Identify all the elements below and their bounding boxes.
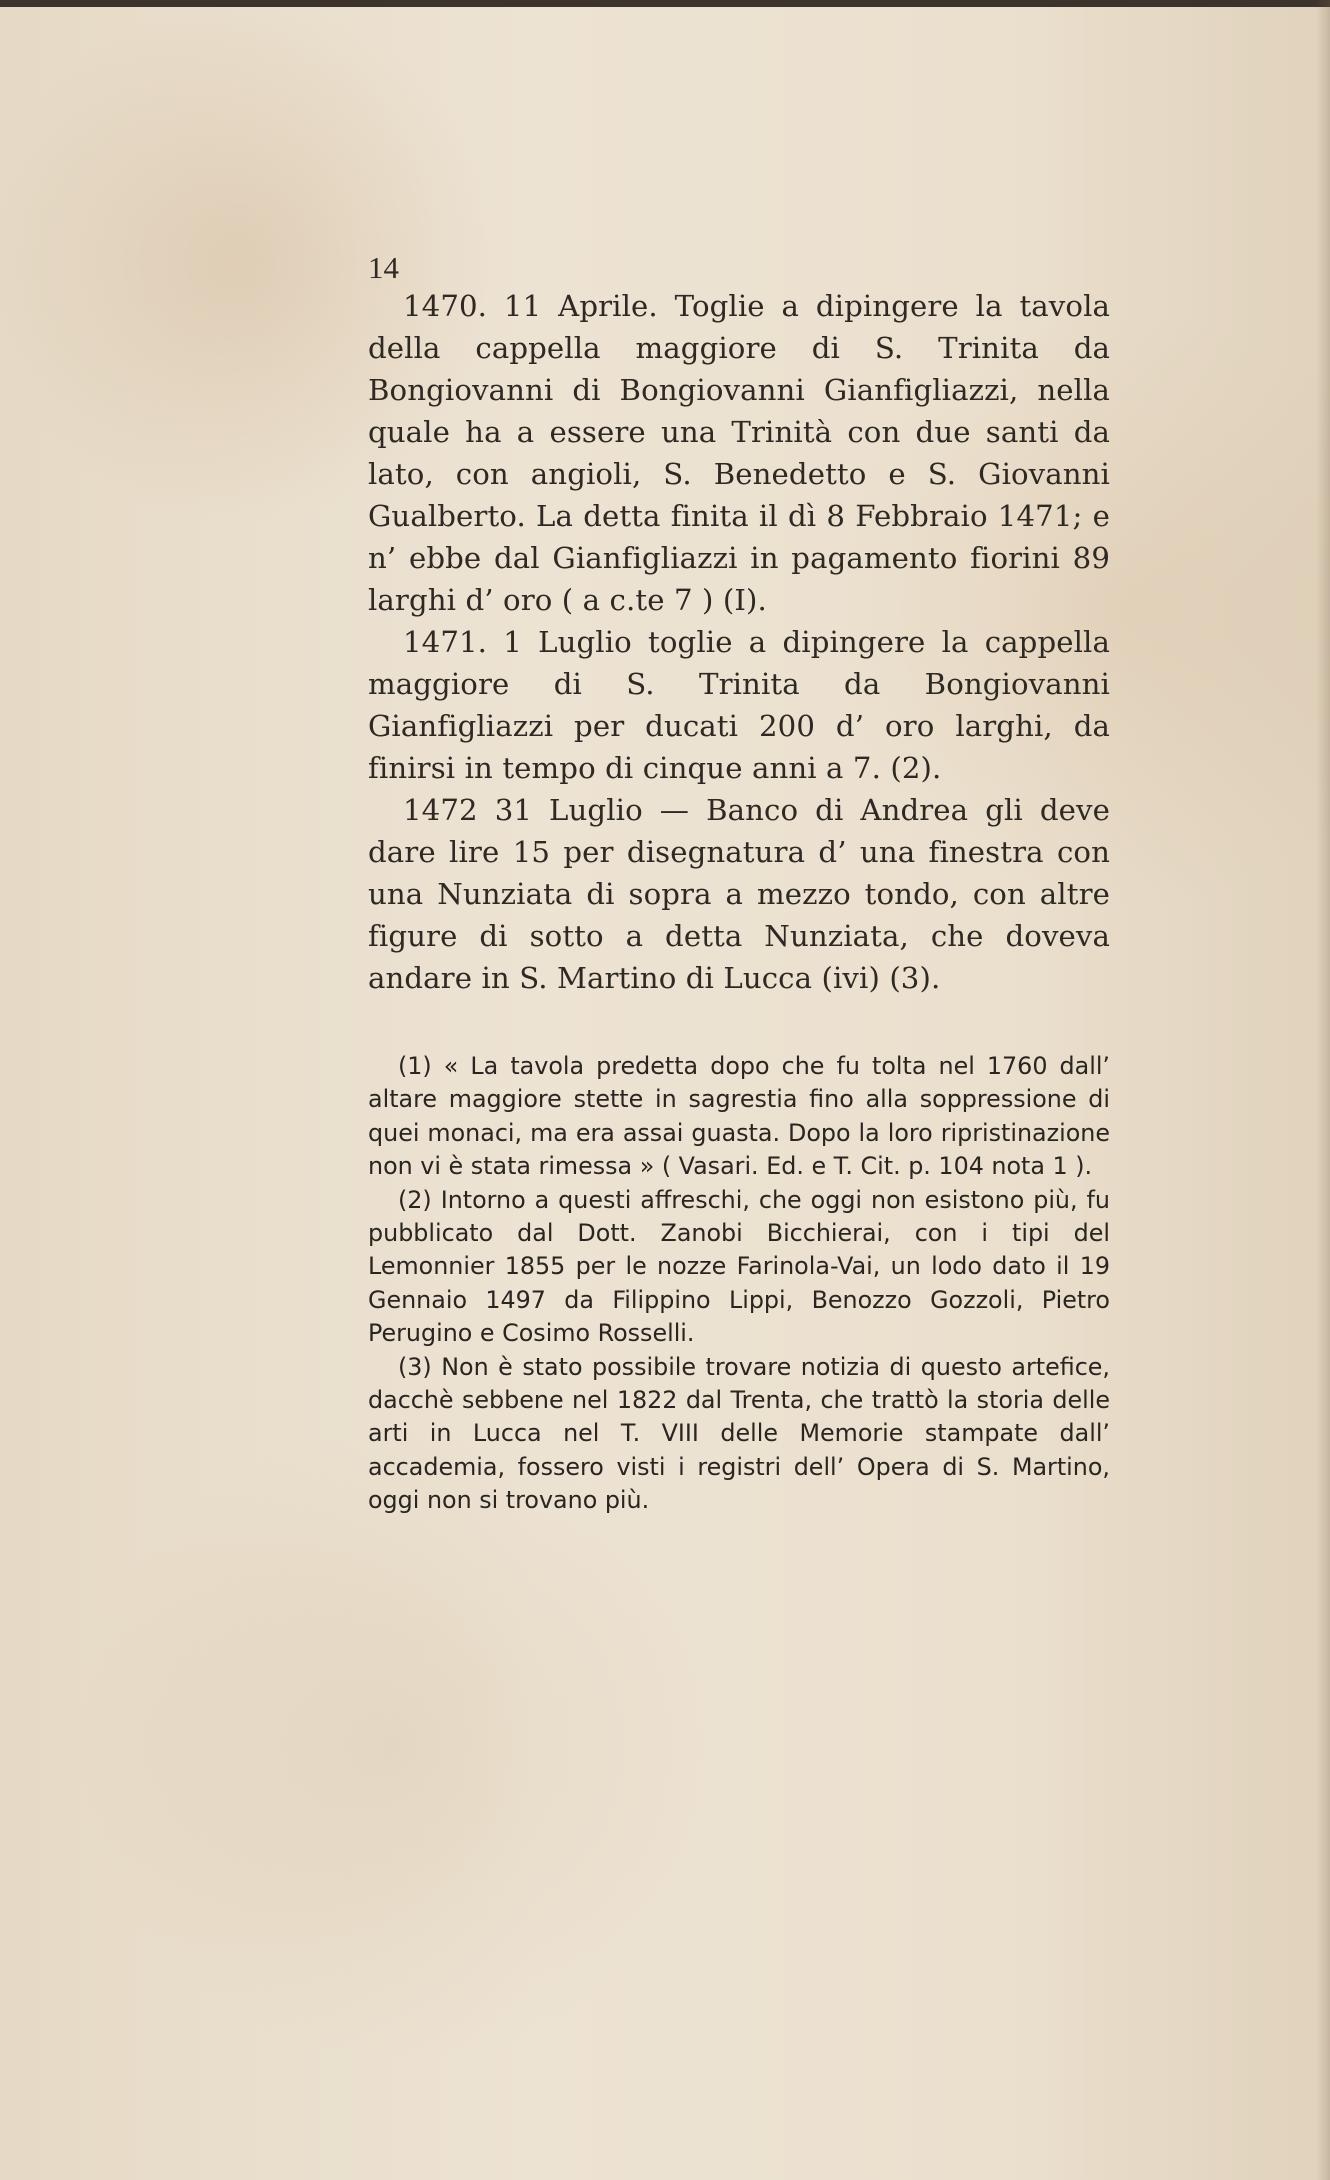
top-border: [0, 0, 1330, 7]
footnote-1-text: « La tavola predetta dopo che fu tolta nel 1760 dall’ altare maggiore stette in sagrestia fino alla soppressione di quei monaci, ma era assai guasta. Dopo la loro ripristinazione non vi è stata rimessa » ( Vasari. Ed. e T. Cit. p. 104 nota 1 ).: [368, 1052, 1110, 1181]
footnote-2: [368, 1184, 1110, 1351]
footnote-3: [368, 1351, 1110, 1518]
footnote-1-marker: (1): [398, 1052, 432, 1080]
page-edge-shadow: [1316, 0, 1330, 2180]
page-number: 14: [368, 250, 399, 285]
footnote-3-text: Non è stato possibile trovare notizia di questo artefice, dacchè sebbene nel 1822 dal Trenta, che trattò la storia delle arti in Lucca nel T. VIII delle Memorie stampate dall’ accademia, fossero visti i registri dell’ Opera di S. Martino, oggi non si trovano più.: [368, 1352, 1110, 1515]
footnote-3-marker: (3): [398, 1352, 432, 1381]
footnote-2-text: Intorno a questi affreschi, che oggi non esistono più, fu pubblicato dal Dott. Zanobi Bicchierai, con i tipi del Lemonnier 1855 per le nozze Farinola-Vai, un lodo dato il 19 Gennaio 1497 da Filippino Lippi, Benozzo Gozzoli, Pietro Perugino e Cosimo Rosselli.: [368, 1185, 1110, 1348]
paragraph-1472: 1472 31 Luglio — Banco di Andrea gli deve dare lire 15 per disegnatura d’ una finestra con una Nunziata di sopra a mezzo tondo, con altre figure di sotto a detta Nunziata, che doveva andare in S. Martino di Lucca (ivi) (3).: [368, 793, 1110, 995]
paragraph-1470: 1470. 11 Aprile. Toglie a dipingere la tavola della cappella maggiore di S. Trinita da Bongiovanni di Bongiovanni Gianfigliazzi, nella quale ha a essere una Trinità con due santi da lato, con angioli, S. Benedetto e S. Giovanni Gualberto. La detta finita il dì 8 Febbraio 1471; e n’ ebbe dal Gianfigliazzi in pagamento fiorini 89 larghi d’ oro ( a c.te 7 ) (I).: [368, 289, 1110, 617]
footnote-2-marker: (2): [398, 1185, 432, 1214]
footnote-1: [368, 1050, 1110, 1184]
main-text: [368, 285, 1110, 999]
paragraph-1471: 1471. 1 Luglio toglie a dipingere la cappella maggiore di S. Trinita da Bongiovanni Gianfigliazzi per ducati 200 d’ oro larghi, da finirsi in tempo di cinque anni a 7. (2).: [368, 625, 1110, 785]
footnotes: [368, 1050, 1110, 1518]
